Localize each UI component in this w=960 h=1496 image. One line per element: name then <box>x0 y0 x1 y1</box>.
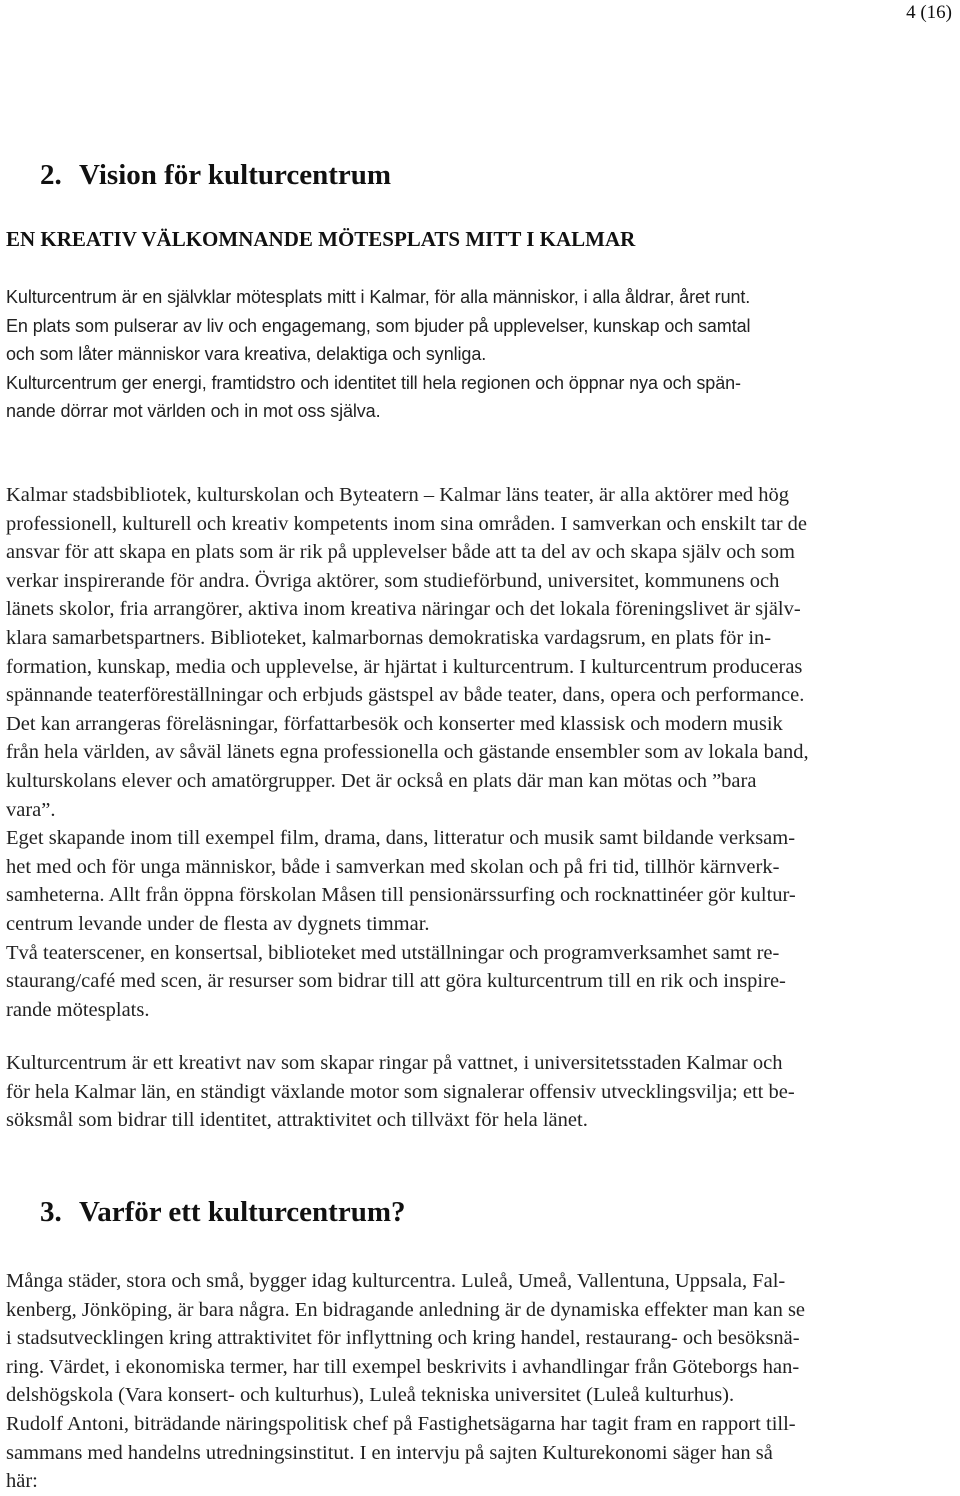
text-line: Det kan arrangeras föreläsningar, författarbesök och konserter med klassisk och modern musik <box>6 712 783 735</box>
text-line: kulturskolans elever och amatörgrupper. Det är också en plats där man kan mötas och ”bara <box>6 769 757 792</box>
text-line: nande dörrar mot världen och in mot oss själva. <box>6 401 381 422</box>
text-line: En plats som pulserar av liv och engagemang, som bjuder på upplevelser, kunskap och samtal <box>6 315 751 336</box>
section-3-paragraph-1 <box>6 1267 960 1496</box>
section-3-heading <box>40 1195 405 1229</box>
text-line: spännande teaterföreställningar och erbjuds gästspel av både teater, dans, opera och performance. <box>6 684 805 707</box>
section-2-paragraph-1 <box>6 283 960 426</box>
text-line: Många städer, stora och små, bygger idag kulturcentra. Luleå, Umeå, Vallentuna, Uppsala, Fal- <box>6 1270 786 1292</box>
text-line: Rudolf Antoni, biträdande näringspolitisk chef på Fastighetsägarna har tagit fram en rapport till- <box>6 1412 796 1435</box>
text-line: delshögskola (Vara konsert- och kulturhus), Luleå tekniska universitet (Luleå kulturhus). <box>6 1384 735 1407</box>
text-line: ansvar för att skapa en plats som är rik på upplevelser både att ta del av och skapa själv och som <box>6 541 795 564</box>
text-line: samheterna. Allt från öppna förskolan Måsen till pensionärssurfing och rocknattinéer gör kultur- <box>6 884 796 907</box>
text-line: rande mötesplats. <box>6 998 150 1021</box>
text-line: verkar inspirerande för andra. Övriga aktörer, som studieförbund, universitet, kommunens och <box>6 569 780 592</box>
text-line: professionell, kulturell och kreativ kompetents inom sina områden. I samverkan och enskilt tar de <box>6 512 807 535</box>
text-line: ring. Värdet, i ekonomiska termer, har till exempel beskrivits i avhandlingar från Göteborgs han- <box>6 1355 800 1378</box>
section-3-number: 3. <box>40 1196 62 1228</box>
section-3-title: Varför ett kulturcentrum? <box>79 1196 406 1228</box>
text-line: Kulturcentrum ger energi, framtidstro och identitet till hela regionen och öppnar nya och spän- <box>6 372 741 393</box>
text-line: Kulturcentrum är en självklar mötesplats mitt i Kalmar, för alla människor, i alla åldrar, året runt. <box>6 287 751 307</box>
text-line: Kalmar stadsbibliotek, kulturskolan och Byteatern – Kalmar läns teater, är alla aktörer med hög <box>6 484 790 506</box>
section-2-paragraph-2 <box>6 481 960 1024</box>
text-line: sammans med handelns utredningsinstitut. I en intervju på sajten Kulturekonomi säger han så <box>6 1441 773 1464</box>
text-line: från hela världen, av såväl länets egna professionella och gästande ensembler som av lokala band, <box>6 741 809 764</box>
text-line: Eget skapande inom till exempel film, drama, dans, litteratur och musik samt bildande verksam- <box>6 827 796 850</box>
text-line: kenberg, Jönköping, är bara några. En bidragande anledning är de dynamiska effekter man kan se <box>6 1298 806 1321</box>
section-2-paragraph-3 <box>6 1049 960 1135</box>
text-line: formation, kunskap, media och upplevelse, är hjärtat i kulturcentrum. I kulturcentrum produceras <box>6 655 803 678</box>
text-line: klara samarbetspartners. Biblioteket, kalmarbornas demokratiska vardagsrum, en plats för in- <box>6 626 772 649</box>
section-2-heading <box>40 158 391 192</box>
section-2-subtitle: EN KREATIV VÄLKOMNANDE MÖTESPLATS MITT I KALMAR <box>6 227 636 251</box>
text-line: länets skolor, fria arrangörer, aktiva inom kreativa näringar och det lokala föreningslivet är själv- <box>6 598 801 621</box>
text-line: i stadsutvecklingen kring attraktivitet för inflyttning och kring handel, restaurang- och besöksnä- <box>6 1327 800 1350</box>
section-2-title: Vision för kulturcentrum <box>79 159 392 191</box>
text-line: centrum levande under de flesta av dygnets timmar. <box>6 912 430 935</box>
text-line: het med och för unga människor, både i samverkan med skolan och på fri tid, tillhör kärnverk- <box>6 855 780 878</box>
text-line: Kulturcentrum är ett kreativt nav som skapar ringar på vattnet, i universitetsstaden Kalmar och <box>6 1052 783 1074</box>
text-line: för hela Kalmar län, en ständigt växlande motor som signalerar offensiv utvecklingsvilja; ett be- <box>6 1080 795 1103</box>
text-line: Två teaterscener, en konsertsal, biblioteket med utställningar och programverksamhet samt re- <box>6 941 780 964</box>
text-line: vara”. <box>6 798 56 821</box>
text-line: söksmål som bidrar till identitet, attraktivitet och tillväxt för hela länet. <box>6 1109 588 1132</box>
text-line: och som låter människor vara kreativa, delaktiga och synliga. <box>6 344 487 365</box>
page-number: 4 (16) <box>906 2 952 23</box>
section-2-number: 2. <box>40 159 62 191</box>
text-line: här: <box>6 1470 38 1493</box>
text-line: staurang/café med scen, är resurser som bidrar till att göra kulturcentrum till en rik och inspire- <box>6 970 786 993</box>
